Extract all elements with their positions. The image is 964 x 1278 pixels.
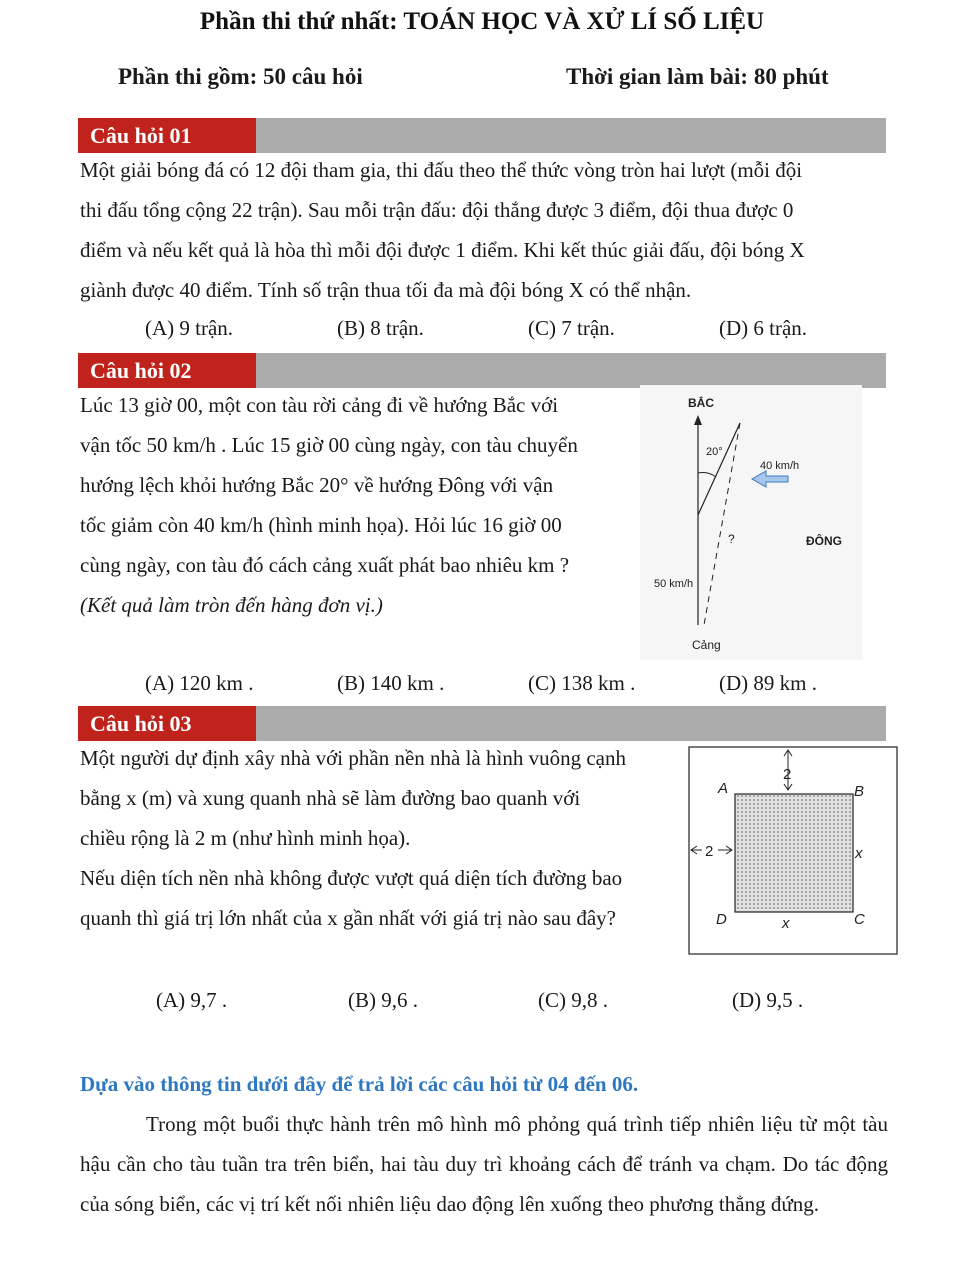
option-a[interactable]: (A) 9,7 . [156, 988, 228, 1012]
shared-info-intro: Dựa vào thông tin dưới đây để trả lời các câu hỏi từ 04 đến 06. [80, 1072, 639, 1096]
unknown-distance-label: ? [728, 532, 735, 546]
time-limit: Thời gian làm bài: 80 phút [566, 64, 829, 89]
text-line: giành được 40 điểm. Tính số trận thua tối đa mà đội bóng X có thể nhận. [80, 278, 692, 302]
figure-background [640, 385, 862, 660]
question-text-01 [80, 150, 888, 310]
paragraph-text: Trong một buổi thực hành trên mô hình mô phỏng quá trình tiếp nhiên liệu từ một tàu hậu cần cho tàu tuần tra trên biển, hai tàu duy trì khoảng cách để tránh va chạm. Do tác động của sóng biển, các vị trí kết nối nhiên liệu dao động lên xuống theo phương thẳng đứng. [80, 1112, 888, 1216]
vertex-d: D [716, 911, 727, 928]
speed-label-50: 50 km/h [654, 578, 694, 590]
text-line: cùng ngày, con tàu đó cách cảng xuất phát bao nhiêu km ? [80, 553, 570, 577]
text-line: Một giải bóng đá có 12 đội tham gia, thi đấu theo thể thức vòng tròn hai lượt (mỗi đội [80, 158, 803, 182]
option-b[interactable]: (B) 140 km . [337, 671, 445, 695]
vertex-a: A [718, 780, 729, 797]
top-width-label: 2 [783, 766, 792, 783]
option-d[interactable]: (D) 9,5 . [732, 988, 804, 1012]
text-line: điểm và nếu kết quả là hòa thì mỗi đội được 1 điểm. Khi kết thúc giải đấu, đội bóng X [80, 238, 805, 262]
text-line: (Kết quả làm tròn đến hàng đơn vị.) [80, 593, 383, 617]
speed-label-40: 40 km/h [760, 460, 800, 472]
question-text-03 [80, 738, 676, 938]
option-d[interactable]: (D) 6 trận. [719, 316, 808, 340]
angle-label: 20° [706, 446, 723, 458]
option-c[interactable]: (C) 7 trận. [528, 316, 615, 340]
text-line: quanh thì giá trị lớn nhất của x gần nhất với giá trị nào sau đây? [80, 906, 616, 930]
left-width-label: 2 [705, 843, 714, 860]
house-square-figure [688, 746, 898, 956]
question-label-03: Câu hỏi 03 [78, 706, 256, 741]
text-line: bằng x (m) và xung quanh nhà sẽ làm đường bao quanh với [80, 786, 581, 810]
question-header-03 [78, 706, 886, 741]
page-title: Phần thi thứ nhất: TOÁN HỌC VÀ XỬ LÍ SỐ LIỆU [199, 8, 765, 35]
question-label-01: Câu hỏi 01 [78, 118, 256, 153]
question-count: Phần thi gồm: 50 câu hỏi [118, 64, 363, 89]
vertex-c: C [854, 911, 865, 928]
north-label: BẮC [688, 396, 714, 410]
option-c[interactable]: (C) 9,8 . [538, 988, 608, 1012]
question-header-01 [78, 118, 886, 153]
text-line: tốc giảm còn 40 km/h (hình minh họa). Hỏi lúc 16 giờ 00 [80, 513, 562, 537]
port-label: Cảng [692, 638, 721, 652]
ship-route-figure [640, 385, 862, 660]
option-a[interactable]: (A) 9 trận. [145, 316, 234, 340]
side-x-label: x [855, 845, 863, 862]
text-line: Nếu diện tích nền nhà không được vượt quá diện tích đường bao [80, 866, 623, 890]
east-label: ĐÔNG [806, 534, 842, 548]
vertex-b: B [854, 783, 865, 800]
option-b[interactable]: (B) 8 trận. [337, 316, 424, 340]
bottom-x-label: x [782, 915, 790, 932]
question-header-02 [78, 353, 886, 388]
option-c[interactable]: (C) 138 km . [528, 671, 636, 695]
text-line: vận tốc 50 km/h . Lúc 15 giờ 00 cùng ngày, con tàu chuyển [80, 433, 578, 457]
option-d[interactable]: (D) 89 km . [719, 671, 817, 695]
shared-info-paragraph [80, 1104, 888, 1224]
text-line: hướng lệch khỏi hướng Bắc 20° về hướng Đông với vận [80, 473, 554, 497]
text-line: chiều rộng là 2 m (như hình minh họa). [80, 826, 411, 850]
text-line: thi đấu tổng cộng 22 trận). Sau mỗi trận đấu: đội thắng được 3 điểm, đội thua được 0 [80, 198, 794, 222]
text-line: Lúc 13 giờ 00, một con tàu rời cảng đi về hướng Bắc với [80, 393, 559, 417]
house-floor [735, 794, 853, 912]
option-a[interactable]: (A) 120 km . [145, 671, 254, 695]
option-b[interactable]: (B) 9,6 . [348, 988, 418, 1012]
question-text-02 [80, 385, 625, 625]
question-label-02: Câu hỏi 02 [78, 353, 256, 388]
text-line: Một người dự định xây nhà với phần nền nhà là hình vuông cạnh [80, 746, 626, 770]
